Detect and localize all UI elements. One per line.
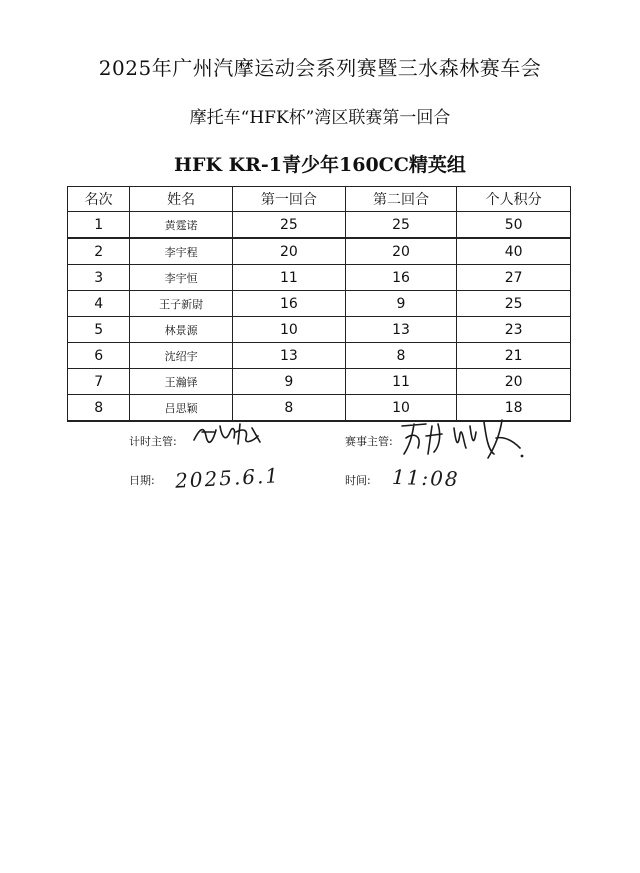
name-cell: 沈绍宇 bbox=[130, 343, 233, 369]
table-row bbox=[68, 369, 571, 395]
name-cell: 黄霆诺 bbox=[130, 212, 233, 239]
name-cell: 吕思颖 bbox=[130, 395, 233, 422]
total-points-cell: 18 bbox=[457, 395, 571, 422]
date-value: 2025.6.1 bbox=[174, 463, 281, 493]
total-points-cell: 27 bbox=[457, 265, 571, 291]
timing-supervisor-signature bbox=[190, 418, 270, 450]
table-row bbox=[68, 317, 571, 343]
table-row bbox=[68, 343, 571, 369]
header-round-2: 第二回合 bbox=[345, 187, 457, 212]
time-label: 时间: bbox=[345, 474, 371, 487]
rank-cell: 7 bbox=[68, 369, 130, 395]
race-supervisor-signature bbox=[398, 414, 528, 462]
round-1-cell: 9 bbox=[233, 369, 346, 395]
round-1-cell: 11 bbox=[233, 265, 346, 291]
round-2-cell: 10 bbox=[345, 395, 457, 422]
table-row bbox=[68, 291, 571, 317]
date-label: 日期: bbox=[129, 474, 155, 487]
round-2-cell: 8 bbox=[345, 343, 457, 369]
header-round-1: 第一回合 bbox=[233, 187, 346, 212]
total-points-cell: 40 bbox=[457, 238, 571, 265]
name-cell: 王瀚铎 bbox=[130, 369, 233, 395]
total-points-cell: 25 bbox=[457, 291, 571, 317]
round-1-cell: 25 bbox=[233, 212, 346, 239]
rank-cell: 4 bbox=[68, 291, 130, 317]
name-cell: 李宇程 bbox=[130, 238, 233, 265]
document-title: 2025年广州汽摩运动会系列赛暨三水森林赛车会 bbox=[98, 56, 542, 80]
rank-cell: 3 bbox=[68, 265, 130, 291]
table-row bbox=[68, 212, 571, 239]
table-row bbox=[68, 238, 571, 265]
total-points-cell: 50 bbox=[457, 212, 571, 239]
results-table bbox=[67, 186, 571, 422]
round-2-cell: 11 bbox=[345, 369, 457, 395]
header-total-points: 个人积分 bbox=[457, 187, 571, 212]
total-points-cell: 23 bbox=[457, 317, 571, 343]
round-1-cell: 13 bbox=[233, 343, 346, 369]
round-1-cell: 10 bbox=[233, 317, 346, 343]
table-row bbox=[68, 265, 571, 291]
round-2-cell: 9 bbox=[345, 291, 457, 317]
round-1-cell: 20 bbox=[233, 238, 346, 265]
timing-supervisor-label: 计时主管: bbox=[129, 435, 177, 448]
category-heading: HFK KR-1青少年160CC精英组 bbox=[174, 154, 466, 176]
rank-cell: 1 bbox=[68, 212, 130, 239]
header-name: 姓名 bbox=[130, 187, 233, 212]
round-2-cell: 25 bbox=[345, 212, 457, 239]
total-points-cell: 20 bbox=[457, 369, 571, 395]
table-header-row bbox=[68, 187, 571, 212]
rank-cell: 6 bbox=[68, 343, 130, 369]
race-supervisor-label: 赛事主管: bbox=[345, 435, 393, 448]
name-cell: 林景源 bbox=[130, 317, 233, 343]
round-2-cell: 16 bbox=[345, 265, 457, 291]
time-value: 11:08 bbox=[391, 464, 461, 492]
document-subtitle: 摩托车“HFK杯”湾区联赛第一回合 bbox=[189, 108, 451, 128]
name-cell: 王子新尉 bbox=[130, 291, 233, 317]
round-1-cell: 16 bbox=[233, 291, 346, 317]
name-cell: 李宇恒 bbox=[130, 265, 233, 291]
rank-cell: 5 bbox=[68, 317, 130, 343]
round-2-cell: 20 bbox=[345, 238, 457, 265]
header-rank: 名次 bbox=[68, 187, 130, 212]
round-1-cell: 8 bbox=[233, 395, 346, 422]
total-points-cell: 21 bbox=[457, 343, 571, 369]
rank-cell: 8 bbox=[68, 395, 130, 422]
rank-cell: 2 bbox=[68, 238, 130, 265]
round-2-cell: 13 bbox=[345, 317, 457, 343]
